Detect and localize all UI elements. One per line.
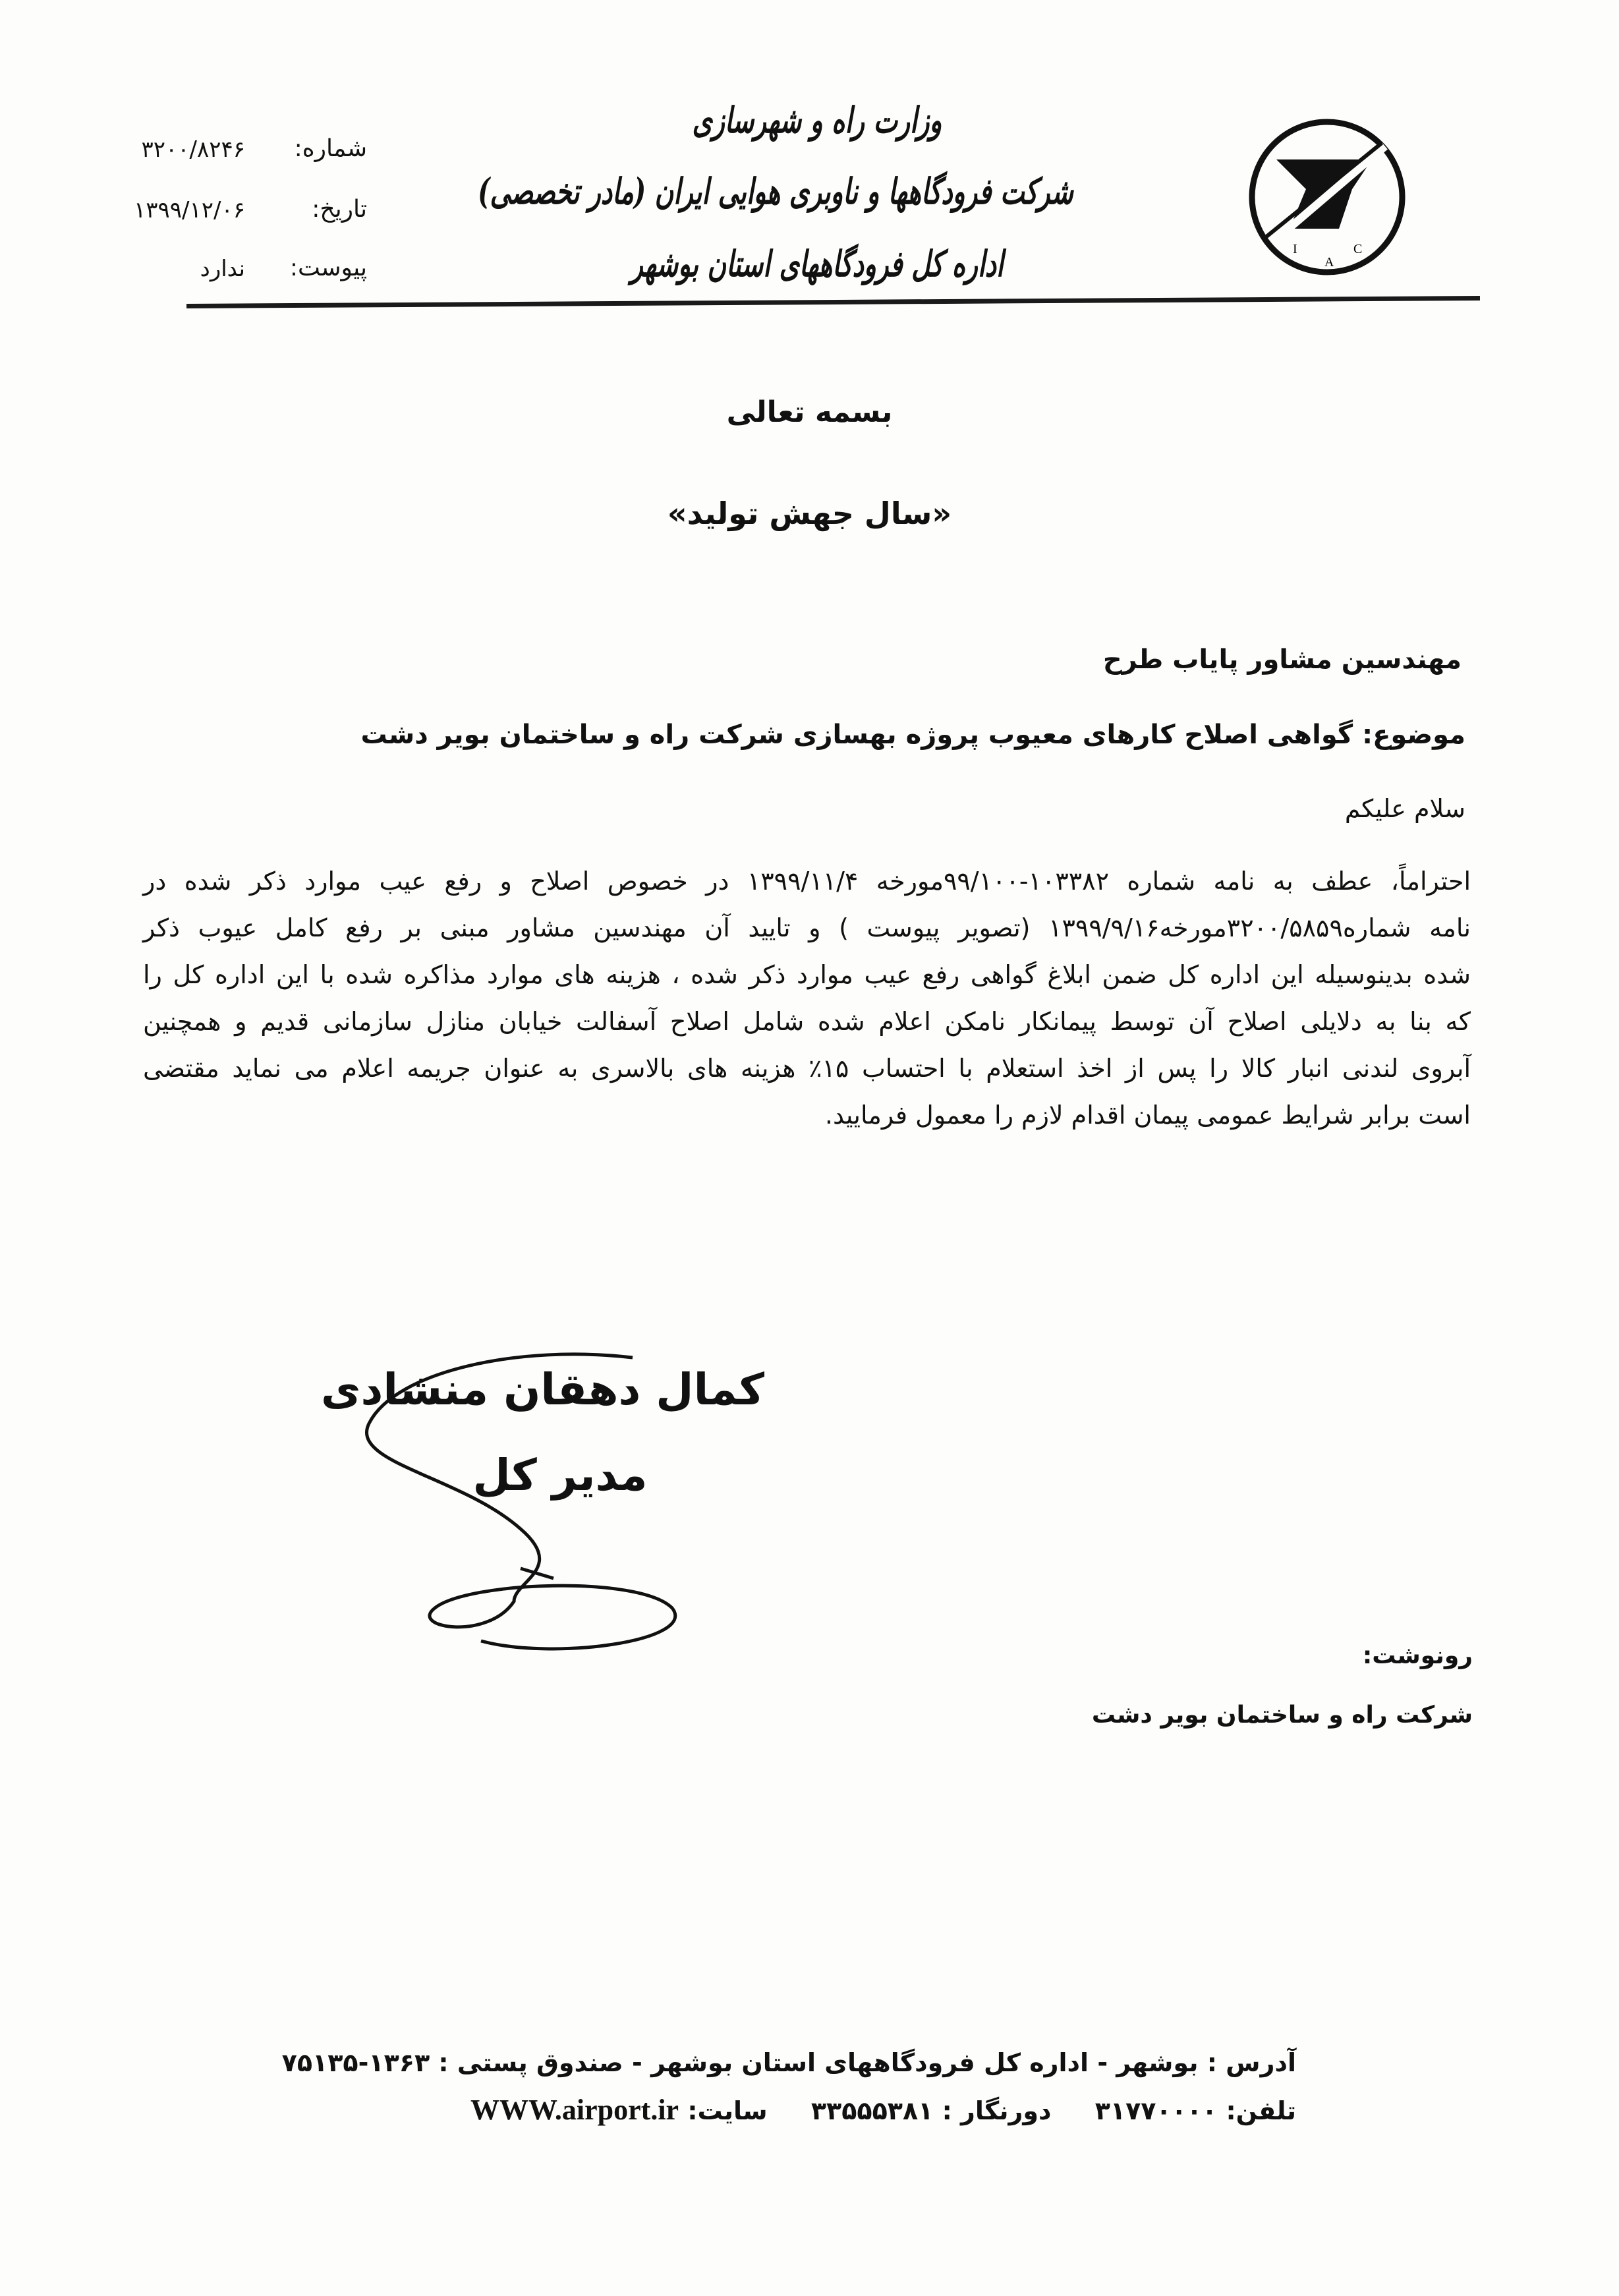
cc-label: رونوشت: — [1362, 1642, 1473, 1669]
fax-value: ۳۳۵۵۵۳۸۱ — [810, 2096, 934, 2125]
body-line: احتراماً، عطف به نامه شماره ۱۰۳۳۸۲-۹۹/۱۰۰مورخه ۱۳۹۹/۱۱/۴ در خصوص اصلاح و رفع عیب موارد ذکر شده در — [143, 867, 1471, 896]
department-name: اداره کل فرودگاههای استان بوشهر — [631, 243, 1004, 285]
subject: موضوع: گواهی اصلاح کارهای معیوب پروژه بهسازی شرکت راه و ساختمان بویر دشت — [360, 720, 1465, 750]
company-logo — [1247, 117, 1407, 277]
signatory-name: کمال دهقان منشادی — [321, 1364, 764, 1415]
body-line: شده بدینوسیله این اداره کل ضمن ابلاغ گواهی رفع عیب موارد ذکر شده ، هزینه های موارد مذاکره شده با این اداره کل را — [143, 960, 1471, 989]
body-line: که بنا به دلایلی اصلاح آن توسط پیمانکار نامکن اعلام شده شامل اصلاح آسفالت خیابان منازل سازمانی قدیم و همچنین — [143, 1007, 1471, 1036]
bismillah: بسمه تعالی — [726, 395, 893, 429]
logo-letter-a: A — [1324, 255, 1334, 270]
phone-label: تلفن: — [1226, 2096, 1296, 2125]
greeting: سلام علیکم — [1344, 794, 1465, 823]
site-label: سایت: — [687, 2096, 768, 2125]
number-value: ۳۲۰۰/۸۲۴۶ — [141, 136, 245, 163]
recipient: مهندسین مشاور پایاب طرح — [1102, 645, 1462, 675]
year-motto: «سال جهش تولید» — [667, 496, 952, 531]
footer-address: آدرس : بوشهر - اداره کل فرودگاههای استان بوشهر - صندوق پستی : ۱۳۶۳-۷۵۱۳۵ — [281, 2048, 1296, 2077]
attachment-label: پیوست: — [289, 254, 367, 281]
ministry-name: وزارت راه و شهرسازی — [692, 99, 942, 141]
cc-item: شرکت راه و ساختمان بویر دشت — [1091, 1702, 1473, 1729]
company-name: شرکت فرودگاهها و ناوبری هوایی ایران (مادر تخصصی) — [478, 170, 1073, 212]
signatory-title: مدیر کل — [472, 1450, 648, 1501]
logo-letter-c: C — [1353, 242, 1363, 256]
body-line: نامه شماره۳۲۰۰/۵۸۵۹مورخه۱۳۹۹/۹/۱۶ (تصویر پیوست ) و تایید آن مهندسین مشاور مبنی بر رفع کامل عیوب ذکر — [143, 913, 1471, 942]
attachment-value: ندارد — [200, 256, 245, 282]
number-label: شماره: — [294, 135, 367, 162]
body-line: است برابر شرایط عمومی پیمان اقدام لازم را معمول فرمایید. — [824, 1101, 1471, 1130]
fax-label: دورنگار : — [942, 2096, 1052, 2125]
date-value: ۱۳۹۹/۱۲/۰۶ — [133, 197, 245, 223]
phone-value: ۳۱۷۷۰۰۰۰ — [1094, 2096, 1218, 2125]
date-label: تاریخ: — [312, 196, 367, 223]
footer-contact — [470, 2093, 1296, 2127]
logo-letter-i: I — [1293, 242, 1297, 256]
website-link[interactable]: WWW.airport.ir — [470, 2094, 679, 2126]
header-divider — [186, 296, 1480, 308]
body-line: آبروی لندنی انبار کالا را پس از اخذ استعلام با احتساب ۱۵٪ هزینه های بالاسری به عنوان جریمه اعلام می نماید مقتضی — [143, 1054, 1471, 1083]
